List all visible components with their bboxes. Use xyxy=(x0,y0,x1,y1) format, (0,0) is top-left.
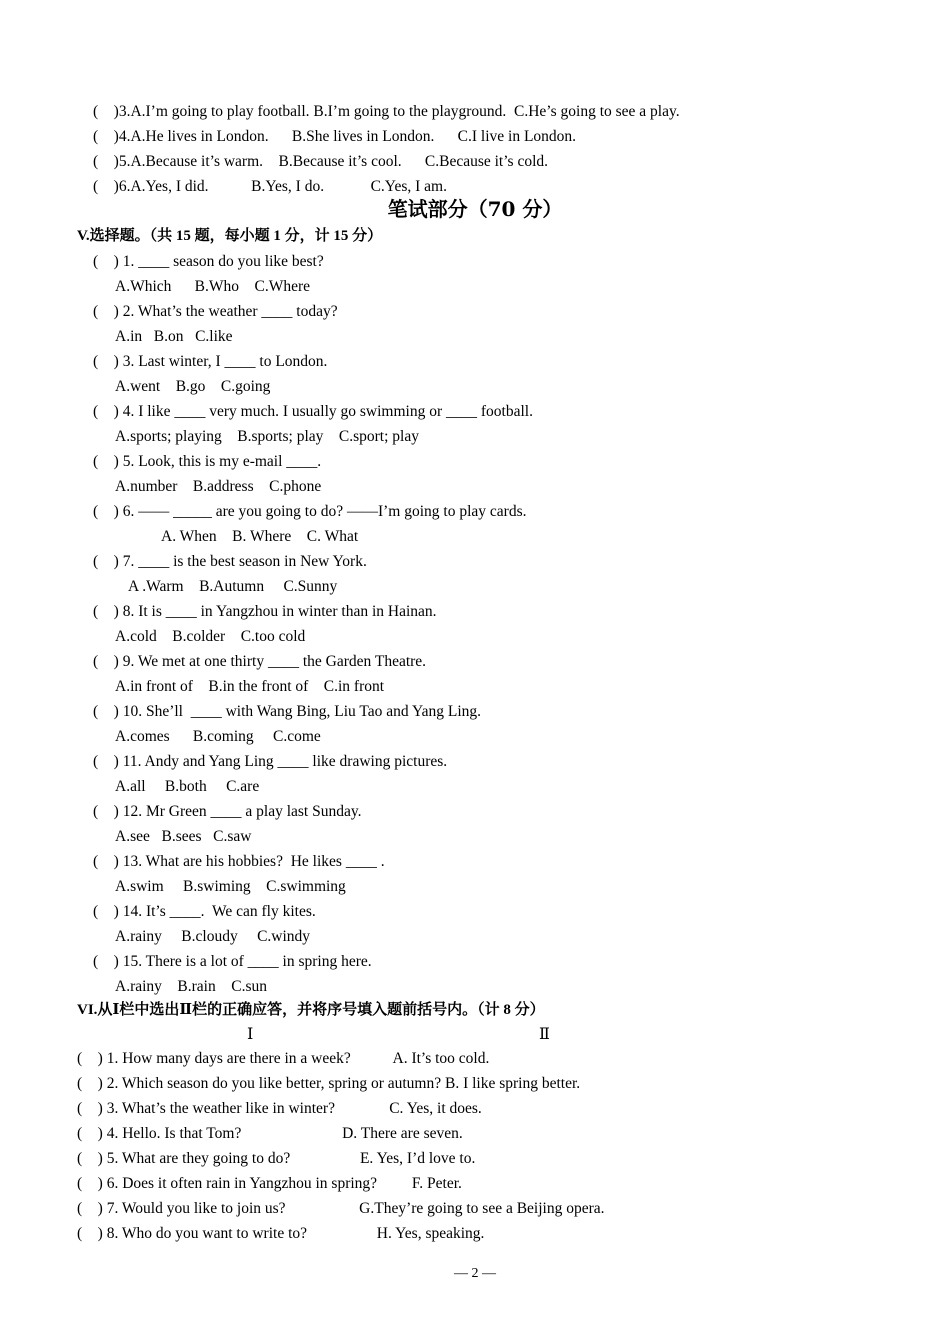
question-line: ( ) 1. ____ season do you like best? xyxy=(93,253,324,270)
question-line: ( ) 13. What are his hobbies? He likes ____ . xyxy=(93,853,385,870)
options-line: A.rainy B.rain C.sun xyxy=(115,978,267,995)
options-line: A.cold B.colder C.too cold xyxy=(115,628,306,645)
listening-item-3: ( )3.A.I’m going to play football. B.I’m going to the playground. C.He’s going to see a play. xyxy=(93,103,680,120)
section5-heading: V.选择题。（共 15 题，每小题 1 分，计 15 分） xyxy=(77,228,383,244)
question-line: ( ) 5. Look, this is my e-mail ____. xyxy=(93,453,322,470)
question-line: ( ) 2. What’s the weather ____ today? xyxy=(93,303,338,320)
options-line: A.in B.on C.like xyxy=(115,328,233,345)
matching-row: ( ) 2. Which season do you like better, spring or autumn? B. I like spring better. xyxy=(77,1075,581,1092)
written-part-title: 笔试部分（70 分） xyxy=(387,197,563,221)
question-line: ( ) 4. I like ____ very much. I usually go swimming or ____ football. xyxy=(93,403,533,420)
column-2-header: Ⅱ xyxy=(539,1026,550,1043)
question-line: ( ) 7. ____ is the best season in New York. xyxy=(93,553,367,570)
options-line: A. When B. Where C. What xyxy=(161,528,359,545)
options-line: A.swim B.swiming C.swimming xyxy=(115,878,346,895)
question-line: ( ) 6. —— _____ are you going to do? ——I’m going to play cards. xyxy=(93,503,527,520)
matching-row: ( ) 3. What’s the weather like in winter? C. Yes, it does. xyxy=(77,1100,482,1117)
options-line: A .Warm B.Autumn C.Sunny xyxy=(128,578,338,595)
listening-item-6: ( )6.A.Yes, I did. B.Yes, I do. C.Yes, I am. xyxy=(93,178,447,195)
options-line: A.comes B.coming C.come xyxy=(115,728,321,745)
question-line: ( ) 12. Mr Green ____ a play last Sunday. xyxy=(93,803,362,820)
question-line: ( ) 8. It is ____ in Yangzhou in winter than in Hainan. xyxy=(93,603,437,620)
question-line: ( ) 3. Last winter, I ____ to London. xyxy=(93,353,328,370)
question-line: ( ) 14. It’s ____. We can fly kites. xyxy=(93,903,316,920)
matching-row: ( ) 7. Would you like to join us? G.They’re going to see a Beijing opera. xyxy=(77,1200,605,1217)
options-line: A.all B.both C.are xyxy=(115,778,260,795)
options-line: A.number B.address C.phone xyxy=(115,478,322,495)
matching-row: ( ) 4. Hello. Is that Tom? D. There are seven. xyxy=(77,1125,463,1142)
question-line: ( ) 15. There is a lot of ____ in spring here. xyxy=(93,953,372,970)
listening-item-5: ( )5.A.Because it’s warm. B.Because it’s cool. C.Because it’s cold. xyxy=(93,153,549,170)
page-number: — 2 — xyxy=(454,1266,496,1281)
section6-heading: VI.从Ⅰ栏中选出Ⅱ栏的正确应答，并将序号填入题前括号内。（计 8 分） xyxy=(77,1002,545,1018)
question-line: ( ) 10. She’ll ____ with Wang Bing, Liu Tao and Yang Ling. xyxy=(93,703,482,720)
options-line: A.Which B.Who C.Where xyxy=(115,278,310,295)
options-line: A.sports; playing B.sports; play C.sport; play xyxy=(115,428,419,445)
question-line: ( ) 9. We met at one thirty ____ the Garden Theatre. xyxy=(93,653,427,670)
column-1-header: Ⅰ xyxy=(247,1026,254,1043)
listening-item-4: ( )4.A.He lives in London. B.She lives in London. C.I live in London. xyxy=(93,128,577,145)
matching-row: ( ) 6. Does it often rain in Yangzhou in spring? F. Peter. xyxy=(77,1175,462,1192)
matching-row: ( ) 1. How many days are there in a week? A. It’s too cold. xyxy=(77,1050,490,1067)
matching-row: ( ) 8. Who do you want to write to? H. Yes, speaking. xyxy=(77,1225,485,1242)
options-line: A.see B.sees C.saw xyxy=(115,828,252,845)
matching-row: ( ) 5. What are they going to do? E. Yes, I’d love to. xyxy=(77,1150,476,1167)
options-line: A.went B.go C.going xyxy=(115,378,271,395)
options-line: A.rainy B.cloudy C.windy xyxy=(115,928,311,945)
options-line: A.in front of B.in the front of C.in front xyxy=(115,678,385,695)
question-line: ( ) 11. Andy and Yang Ling ____ like drawing pictures. xyxy=(93,753,448,770)
